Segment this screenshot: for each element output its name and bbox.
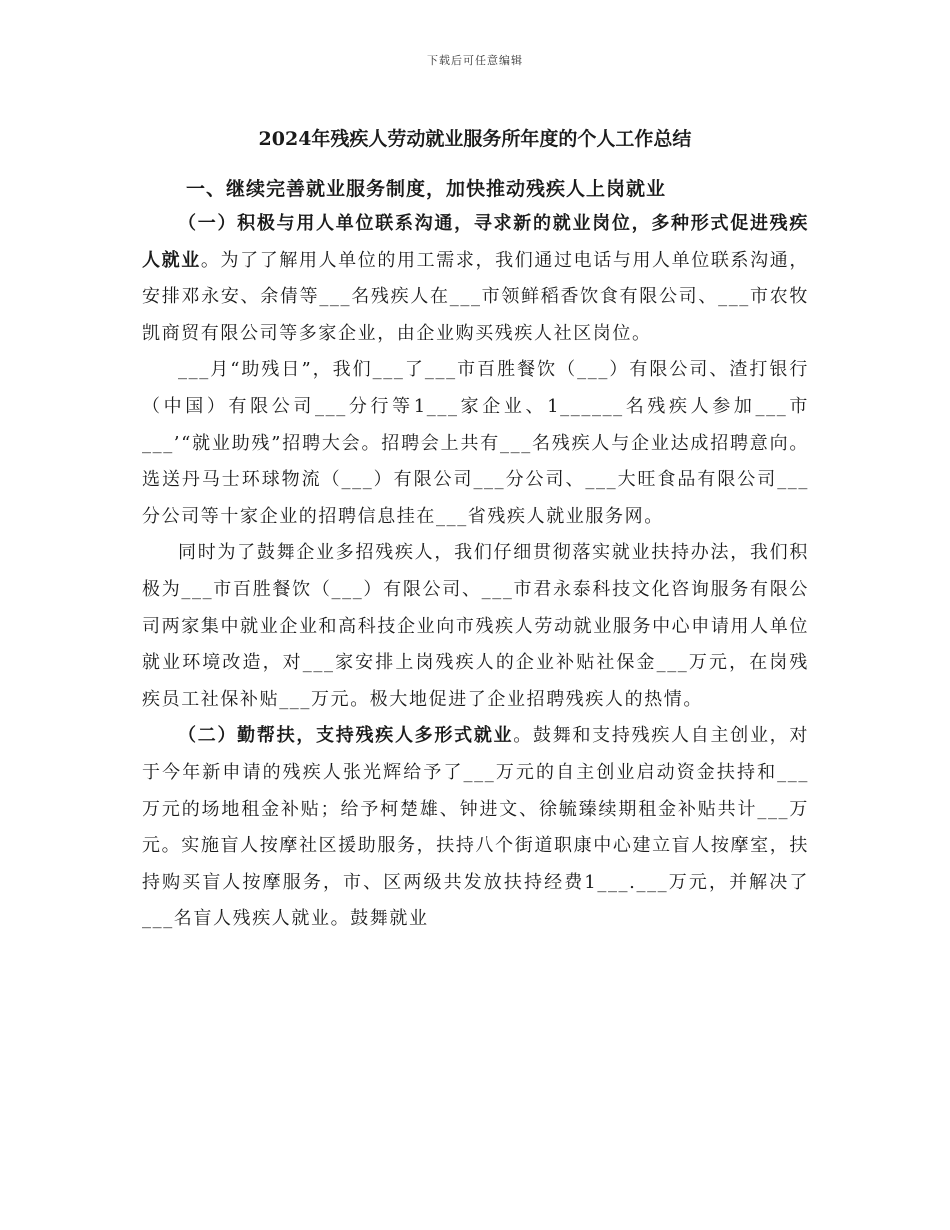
subsection-2-heading: （二）勤帮扶，支持残疾人多形式就业	[178, 725, 514, 747]
paragraph-2: ___月“助残日”，我们___了___市百胜餐饮（___）有限公司、渣打银行（中国）有限公司___分行等1___家企业、1______名残疾人参加___市___’“就业助残”招聘大会。招聘会上共有___名残疾人与企业达成招聘意向。选送丹马士环球物流（___）有限公司___分公司、___大旺食品有限公司___分公司等十家企业的招聘信息挂在___省残疾人就业服务网。	[142, 359, 809, 527]
section-heading: 一、继续完善就业服务制度，加快推动残疾人上岗就业	[186, 178, 667, 200]
paragraph-4-text: 。鼓舞和支持残疾人自主创业，对于今年新申请的残疾人张光辉给予了___万元的自主创业启动资金扶持和___万元的场地租金补贴；给予柯楚雄、钟进文、徐毓臻续期租金补贴共计___万元。实施盲人按摩社区援助服务，扶持八个街道职康中心建立盲人按摩室，扶持购买盲人按摩服务，市、区两级共发放扶持经费1___.___万元，并解决了___名盲人残疾人就业。鼓舞就业	[142, 725, 809, 930]
paragraph-1	[142, 206, 809, 352]
paragraph-3: 同时为了鼓舞企业多招残疾人，我们仔细贯彻落实就业扶持办法，我们积极为___市百胜餐饮（___）有限公司、___市君永泰科技文化咨询服务有限公司两家集中就业企业和高科技企业向市残疾人劳动就业服务中心申请用人单位就业环境改造，对___家安排上岗残疾人的企业补贴社保金___万元，在岗残疾员工社保补贴___万元。极大地促进了企业招聘残疾人的热情。	[142, 542, 809, 710]
document-body	[142, 172, 809, 938]
header-note: 下载后可任意编辑	[427, 54, 523, 67]
paragraph-1-text: 。为了了解用人单位的用工需求，我们通过电话与用人单位联系沟通，安排邓永安、余倩等___名残疾人在___市领鲜稻香饮食有限公司、___市农牧凯商贸有限公司等多家企业，由企业购买残疾人社区岗位。	[142, 249, 809, 344]
document-title: 2024年残疾人劳动就业服务所年度的个人工作总结	[258, 128, 692, 150]
subsection-1-heading: （一）积极与用人单位联系沟通，寻求新的就业岗位，多种形式促进残疾人就业	[142, 213, 809, 271]
paragraph-4	[142, 718, 809, 938]
